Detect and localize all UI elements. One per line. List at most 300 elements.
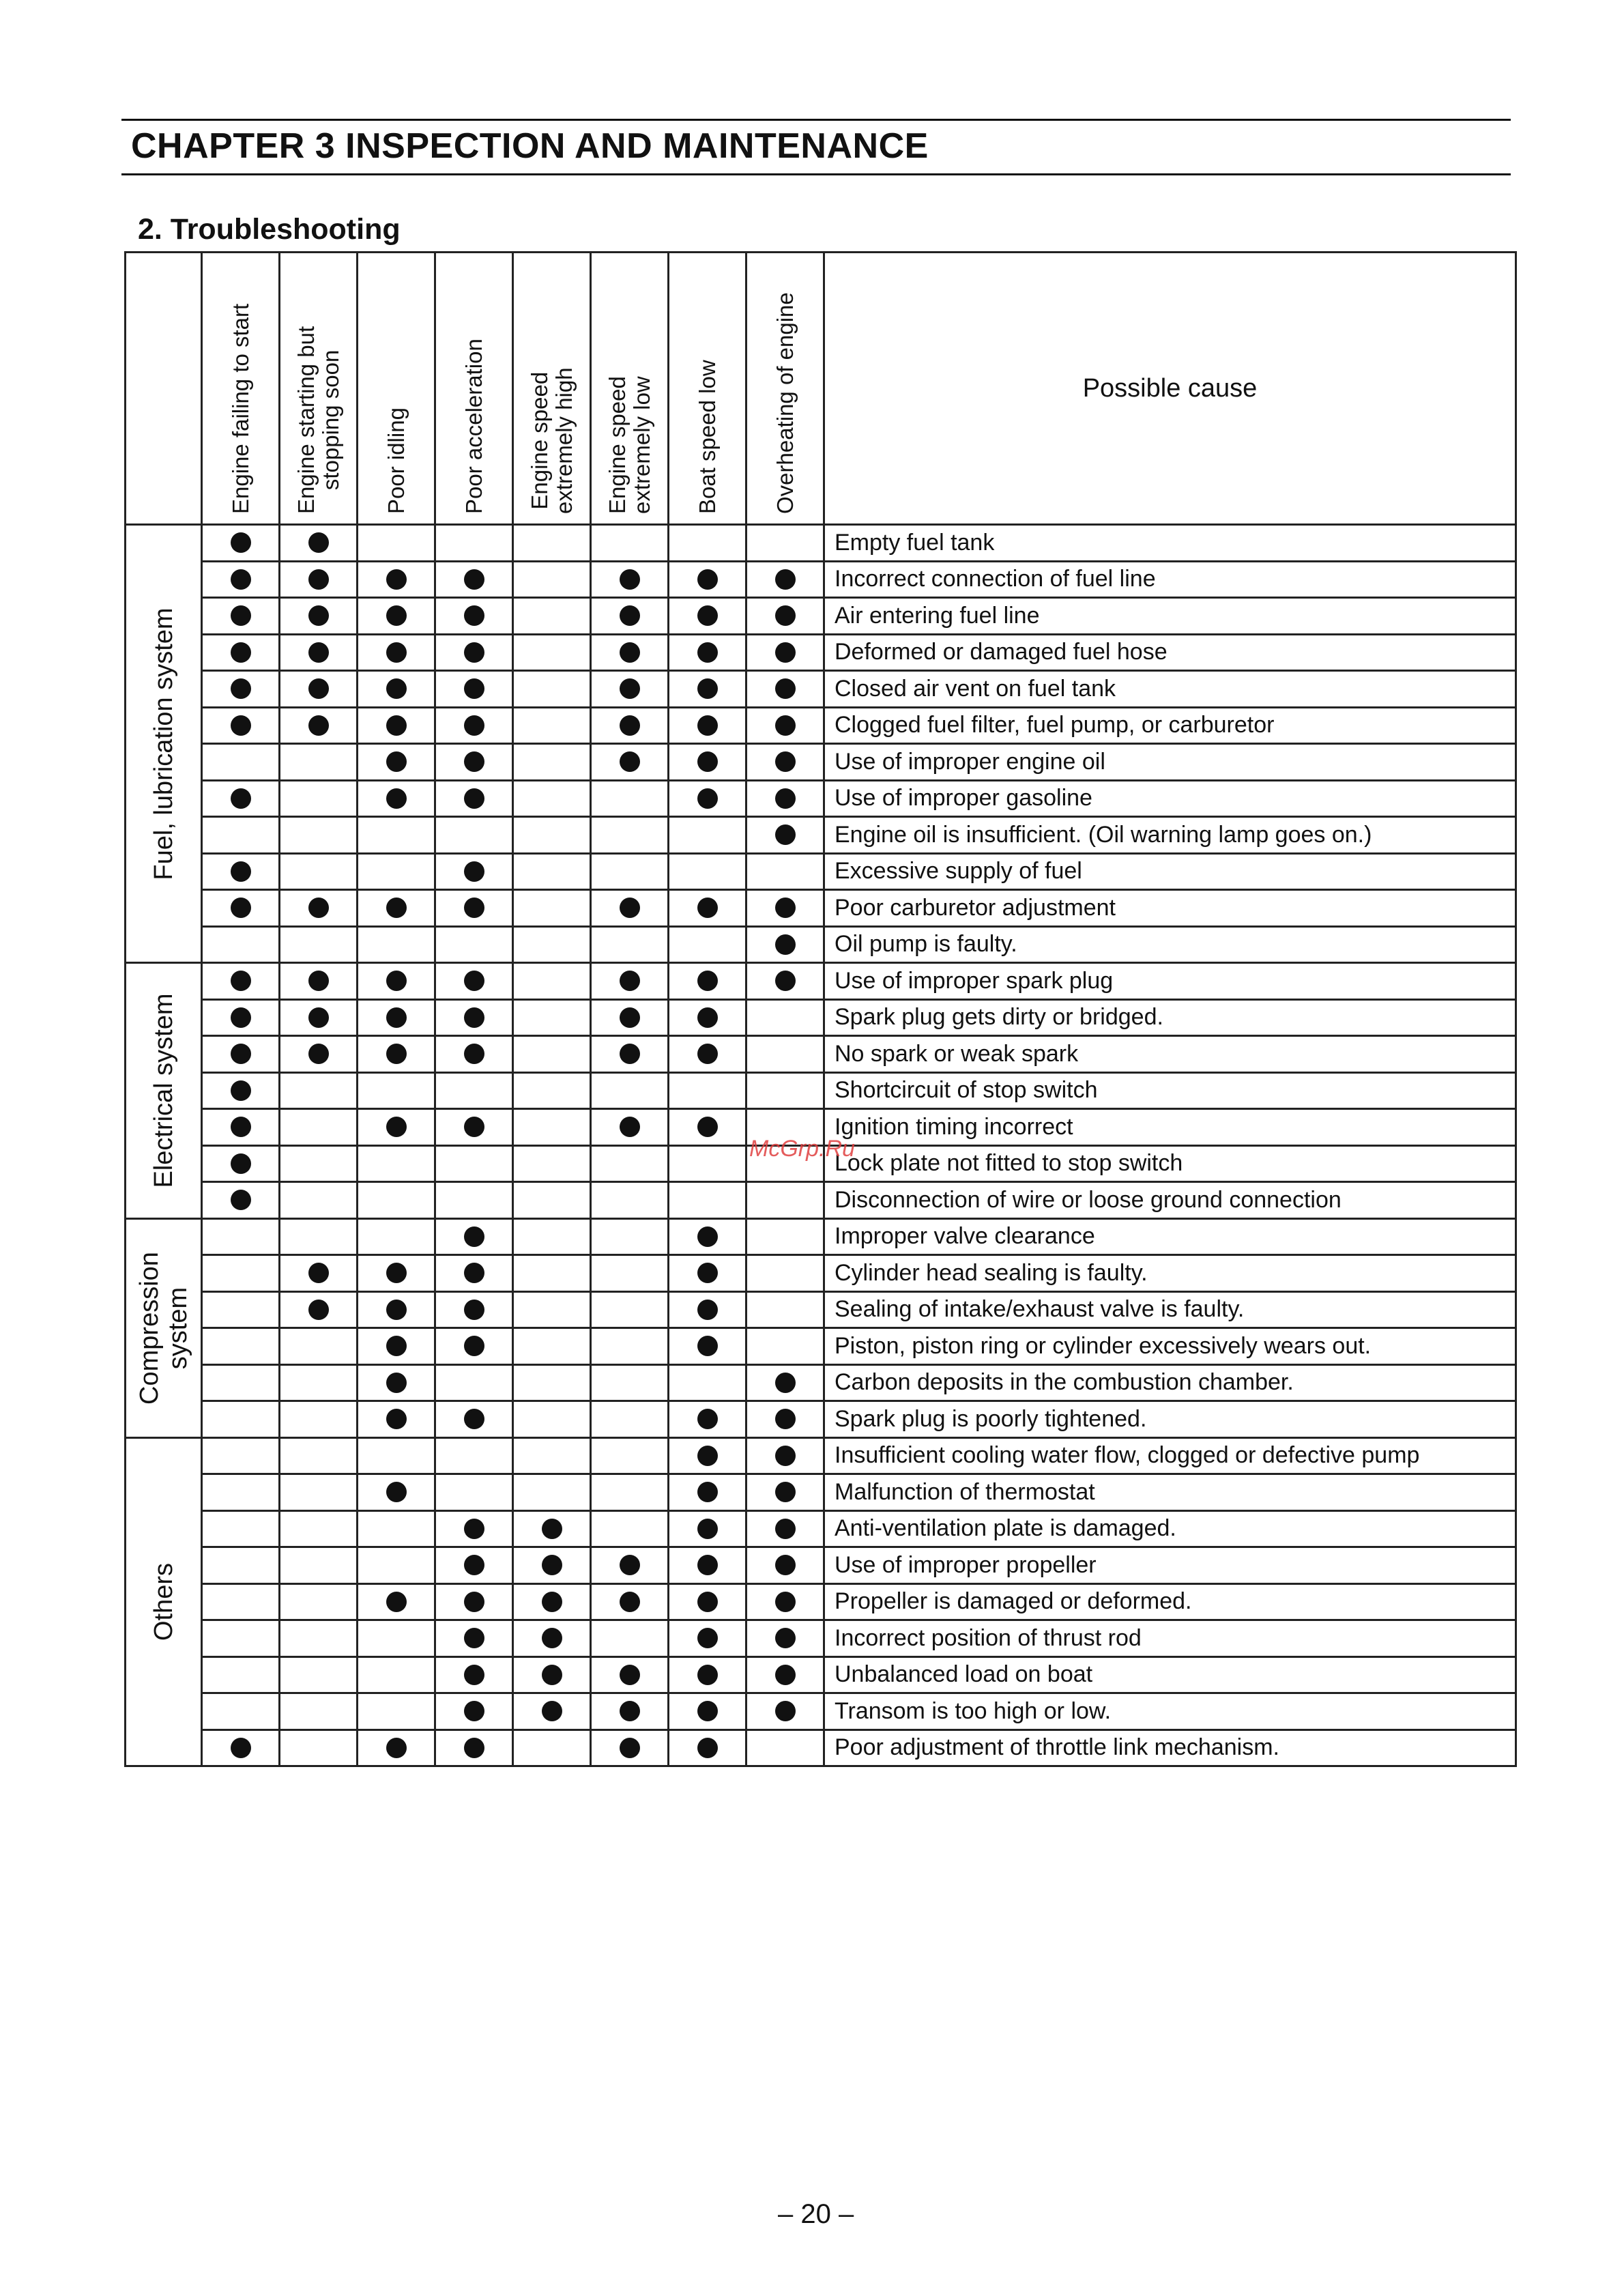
symptom-cell [746, 1437, 824, 1474]
bullet-dot-icon [775, 1482, 796, 1502]
symptom-cell [746, 890, 824, 927]
symptom-cell [746, 1620, 824, 1657]
bullet-dot-icon [386, 1482, 407, 1502]
symptom-cell [280, 1364, 358, 1401]
bullet-dot-icon [464, 898, 484, 918]
symptom-cell [202, 1255, 280, 1292]
symptom-cell [669, 1145, 746, 1182]
symptom-cell [513, 1510, 591, 1547]
symptom-cell [358, 707, 435, 744]
symptom-cell [513, 780, 591, 817]
bullet-dot-icon [775, 1555, 796, 1575]
bullet-dot-icon [231, 861, 251, 882]
bullet-dot-icon [775, 1519, 796, 1539]
symptom-cell [435, 1328, 513, 1365]
symptom-cell [358, 1401, 435, 1438]
bullet-dot-icon [386, 1738, 407, 1758]
bullet-dot-icon [231, 1190, 251, 1210]
bullet-dot-icon [697, 1482, 718, 1502]
bullet-dot-icon [775, 971, 796, 991]
symptom-cell [746, 1693, 824, 1730]
symptom-cell [435, 1036, 513, 1073]
symptom-cell [435, 1510, 513, 1547]
symptom-cell [513, 1072, 591, 1109]
bullet-dot-icon [775, 1409, 796, 1429]
system-group-cell [126, 1437, 202, 1766]
possible-cause-cell: Unbalanced load on boat [824, 1656, 1516, 1693]
symptom-cell [591, 999, 669, 1036]
symptom-cell [202, 1437, 280, 1474]
symptom-cell [358, 1547, 435, 1584]
symptom-label: Boat speed low [694, 360, 720, 514]
symptom-cell [280, 1510, 358, 1547]
symptom-cell [591, 1072, 669, 1109]
symptom-cell [591, 1036, 669, 1073]
symptom-cell [746, 853, 824, 890]
symptom-cell [746, 744, 824, 781]
bullet-dot-icon [697, 1701, 718, 1721]
symptom-cell [513, 1474, 591, 1511]
symptom-cell [746, 1510, 824, 1547]
symptom-cell [202, 1693, 280, 1730]
table-row [126, 1182, 1516, 1219]
symptom-cell [669, 525, 746, 562]
symptom-cell [513, 890, 591, 927]
symptom-cell [435, 1255, 513, 1292]
symptom-cell [358, 1255, 435, 1292]
symptom-cell [435, 1218, 513, 1255]
system-group-label: Fuel, lubrication system [149, 607, 178, 880]
symptom-cell [746, 780, 824, 817]
table-row [126, 1255, 1516, 1292]
symptom-cell [358, 1656, 435, 1693]
symptom-cell [669, 1255, 746, 1292]
bullet-dot-icon [697, 1555, 718, 1575]
symptom-cell [280, 634, 358, 671]
symptom-cell [435, 1693, 513, 1730]
bullet-dot-icon [464, 1409, 484, 1429]
symptom-cell [746, 1474, 824, 1511]
bullet-dot-icon [697, 1007, 718, 1028]
bullet-dot-icon [775, 678, 796, 699]
symptom-cell [669, 561, 746, 598]
symptom-cell [591, 1328, 669, 1365]
symptom-cell [358, 963, 435, 1000]
bullet-dot-icon [697, 678, 718, 699]
bullet-dot-icon [386, 1300, 407, 1320]
bullet-dot-icon [775, 1592, 796, 1612]
symptom-cell [513, 561, 591, 598]
symptom-cell [202, 1583, 280, 1620]
bullet-dot-icon [464, 971, 484, 991]
bullet-dot-icon [231, 605, 251, 626]
symptom-cell [280, 1620, 358, 1657]
symptom-cell [358, 525, 435, 562]
symptom-cell [513, 1437, 591, 1474]
symptom-cell [358, 1730, 435, 1766]
bullet-dot-icon [308, 898, 329, 918]
bullet-dot-icon [697, 569, 718, 590]
bullet-dot-icon [697, 1336, 718, 1356]
symptom-cell [280, 817, 358, 854]
symptom-cell [280, 744, 358, 781]
symptom-cell [513, 598, 591, 635]
symptom-cell [202, 1328, 280, 1365]
possible-cause-cell: Malfunction of thermostat [824, 1474, 1516, 1511]
table-row [126, 1474, 1516, 1511]
bullet-dot-icon [386, 1044, 407, 1064]
symptom-cell [358, 890, 435, 927]
symptom-label: Engine starting but stopping soon [293, 326, 343, 514]
symptom-cell [591, 1510, 669, 1547]
bullet-dot-icon [775, 1628, 796, 1648]
symptom-cell [358, 926, 435, 963]
symptom-cell [202, 707, 280, 744]
possible-cause-cell: Clogged fuel filter, fuel pump, or carburetor [824, 707, 1516, 744]
symptom-cell [746, 1364, 824, 1401]
symptom-cell [280, 1693, 358, 1730]
bullet-dot-icon [697, 788, 718, 809]
bullet-dot-icon [308, 1007, 329, 1028]
symptom-cell [591, 1620, 669, 1657]
symptom-cell [435, 1145, 513, 1182]
bullet-dot-icon [620, 1738, 640, 1758]
bullet-dot-icon [308, 605, 329, 626]
bullet-dot-icon [775, 605, 796, 626]
symptom-cell [591, 1730, 669, 1766]
bullet-dot-icon [464, 1263, 484, 1283]
header-row [126, 253, 1516, 525]
symptom-cell [746, 1291, 824, 1328]
bullet-dot-icon [386, 715, 407, 736]
symptom-cell [591, 1656, 669, 1693]
bullet-dot-icon [775, 1665, 796, 1685]
bullet-dot-icon [231, 1080, 251, 1101]
bullet-dot-icon [231, 788, 251, 809]
possible-cause-cell: Use of improper spark plug [824, 963, 1516, 1000]
bullet-dot-icon [386, 1336, 407, 1356]
symptom-cell [591, 1474, 669, 1511]
symptom-cell [591, 1437, 669, 1474]
bullet-dot-icon [386, 1263, 407, 1283]
table-row [126, 1547, 1516, 1584]
symptom-column-header [591, 253, 669, 525]
symptom-cell [202, 744, 280, 781]
symptom-cell [591, 926, 669, 963]
symptom-cell [280, 1474, 358, 1511]
possible-cause-cell: Sealing of intake/exhaust valve is faulty. [824, 1291, 1516, 1328]
table-row [126, 561, 1516, 598]
possible-cause-cell: Use of improper gasoline [824, 780, 1516, 817]
symptom-cell [746, 817, 824, 854]
table-row [126, 1291, 1516, 1328]
symptom-cell [435, 1730, 513, 1766]
possible-cause-cell: Transom is too high or low. [824, 1693, 1516, 1730]
possible-cause-cell: Engine oil is insufficient. (Oil warning lamp goes on.) [824, 817, 1516, 854]
bullet-dot-icon [620, 1665, 640, 1685]
symptom-cell [358, 598, 435, 635]
bullet-dot-icon [542, 1519, 562, 1539]
symptom-cell [358, 634, 435, 671]
symptom-cell [280, 963, 358, 1000]
system-group-cell [126, 525, 202, 963]
bullet-dot-icon [386, 1409, 407, 1429]
bullet-dot-icon [542, 1701, 562, 1721]
chapter-title: CHAPTER 3 INSPECTION AND MAINTENANCE [131, 126, 929, 166]
symptom-cell [435, 598, 513, 635]
symptom-cell [746, 1656, 824, 1693]
symptom-cell [202, 780, 280, 817]
symptom-cell [280, 1656, 358, 1693]
symptom-cell [202, 671, 280, 708]
bullet-dot-icon [775, 569, 796, 590]
symptom-cell [280, 780, 358, 817]
symptom-cell [513, 1109, 591, 1146]
bullet-dot-icon [464, 1665, 484, 1685]
symptom-cell [435, 561, 513, 598]
symptom-cell [513, 525, 591, 562]
symptom-cell [435, 1583, 513, 1620]
symptom-cell [280, 707, 358, 744]
bullet-dot-icon [308, 642, 329, 663]
symptom-cell [746, 671, 824, 708]
symptom-cell [746, 525, 824, 562]
symptom-cell [746, 634, 824, 671]
symptom-cell [202, 1036, 280, 1073]
symptom-cell [513, 1401, 591, 1438]
symptom-cell [746, 1218, 824, 1255]
symptom-cell [669, 1072, 746, 1109]
bullet-dot-icon [775, 824, 796, 845]
symptom-cell [669, 1109, 746, 1146]
bullet-dot-icon [308, 678, 329, 699]
symptom-cell [202, 634, 280, 671]
symptom-cell [280, 1255, 358, 1292]
bullet-dot-icon [386, 1007, 407, 1028]
bullet-dot-icon [697, 1044, 718, 1064]
table-row [126, 1510, 1516, 1547]
symptom-cell [435, 1364, 513, 1401]
symptom-cell [746, 1583, 824, 1620]
bullet-dot-icon [620, 1555, 640, 1575]
symptom-cell [513, 744, 591, 781]
bullet-dot-icon [697, 971, 718, 991]
symptom-cell [280, 1218, 358, 1255]
bullet-dot-icon [620, 1007, 640, 1028]
symptom-cell [280, 999, 358, 1036]
symptom-cell [435, 1474, 513, 1511]
symptom-cell [513, 1036, 591, 1073]
symptom-cell [746, 999, 824, 1036]
symptom-cell [513, 1255, 591, 1292]
symptom-cell [746, 963, 824, 1000]
symptom-cell [746, 1401, 824, 1438]
possible-cause-cell: Cylinder head sealing is faulty. [824, 1255, 1516, 1292]
bullet-dot-icon [386, 971, 407, 991]
system-group-label: Others [149, 1562, 178, 1641]
section-title: 2. Troubleshooting [138, 213, 401, 246]
symptom-cell [513, 1182, 591, 1219]
possible-cause-cell: Shortcircuit of stop switch [824, 1072, 1516, 1109]
symptom-cell [669, 598, 746, 635]
table-row [126, 1036, 1516, 1073]
bullet-dot-icon [231, 1153, 251, 1174]
symptom-cell [513, 1291, 591, 1328]
symptom-cell [513, 999, 591, 1036]
symptom-column-header [202, 253, 280, 525]
bullet-dot-icon [620, 1117, 640, 1137]
bullet-dot-icon [464, 1117, 484, 1137]
symptom-cell [513, 817, 591, 854]
symptom-cell [669, 999, 746, 1036]
symptom-cell [591, 1364, 669, 1401]
symptom-cell [435, 1109, 513, 1146]
table-row [126, 1328, 1516, 1365]
bullet-dot-icon [464, 569, 484, 590]
bullet-dot-icon [386, 1373, 407, 1393]
symptom-cell [746, 1328, 824, 1365]
bullet-dot-icon [697, 1226, 718, 1247]
symptom-label: Poor acceleration [461, 339, 487, 514]
possible-cause-cell: No spark or weak spark [824, 1036, 1516, 1073]
bullet-dot-icon [697, 605, 718, 626]
symptom-cell [669, 1182, 746, 1219]
bullet-dot-icon [464, 1336, 484, 1356]
bullet-dot-icon [464, 788, 484, 809]
table-row [126, 1437, 1516, 1474]
symptom-cell [280, 598, 358, 635]
table-row [126, 963, 1516, 1000]
symptom-cell [435, 1401, 513, 1438]
symptom-label: Engine failing to start [227, 303, 253, 514]
bullet-dot-icon [620, 971, 640, 991]
symptom-cell [280, 1328, 358, 1365]
symptom-cell [746, 1036, 824, 1073]
table-row [126, 1620, 1516, 1657]
table-row [126, 634, 1516, 671]
symptom-cell [591, 1547, 669, 1584]
symptom-cell [435, 1182, 513, 1219]
symptom-cell [202, 1656, 280, 1693]
symptom-cell [669, 707, 746, 744]
troubleshooting-table [124, 251, 1517, 1767]
symptom-cell [591, 598, 669, 635]
table-row [126, 1730, 1516, 1766]
symptom-cell [513, 1583, 591, 1620]
symptom-cell [202, 963, 280, 1000]
bullet-dot-icon [308, 1300, 329, 1320]
possible-cause-cell: Carbon deposits in the combustion chamber. [824, 1364, 1516, 1401]
bullet-dot-icon [620, 1701, 640, 1721]
bullet-dot-icon [620, 678, 640, 699]
bullet-dot-icon [542, 1665, 562, 1685]
symptom-column-header [435, 253, 513, 525]
symptom-cell [669, 1583, 746, 1620]
table-row [126, 999, 1516, 1036]
possible-cause-cell: Empty fuel tank [824, 525, 1516, 562]
symptom-cell [669, 890, 746, 927]
symptom-cell [358, 671, 435, 708]
symptom-cell [513, 1620, 591, 1657]
bullet-dot-icon [464, 1300, 484, 1320]
symptom-cell [513, 1547, 591, 1584]
symptom-cell [513, 1145, 591, 1182]
symptom-cell [513, 963, 591, 1000]
symptom-cell [746, 561, 824, 598]
symptom-cell [746, 1255, 824, 1292]
system-group-label: Compression system [134, 1251, 192, 1405]
symptom-cell [435, 1620, 513, 1657]
bullet-dot-icon [620, 1044, 640, 1064]
bullet-dot-icon [542, 1555, 562, 1575]
bullet-dot-icon [697, 715, 718, 736]
bullet-dot-icon [620, 751, 640, 772]
symptom-column-header [280, 253, 358, 525]
possible-cause-cell: Closed air vent on fuel tank [824, 671, 1516, 708]
symptom-cell [202, 1474, 280, 1511]
symptom-column-header [513, 253, 591, 525]
symptom-cell [435, 1291, 513, 1328]
symptom-cell [358, 1474, 435, 1511]
symptom-cell [202, 1291, 280, 1328]
bullet-dot-icon [386, 1117, 407, 1137]
symptom-cell [669, 963, 746, 1000]
possible-cause-cell: Ignition timing incorrect [824, 1109, 1516, 1146]
bullet-dot-icon [697, 751, 718, 772]
symptom-cell [358, 817, 435, 854]
bullet-dot-icon [386, 605, 407, 626]
symptom-cell [513, 926, 591, 963]
symptom-column-header [358, 253, 435, 525]
symptom-cell [358, 1583, 435, 1620]
symptom-cell [202, 561, 280, 598]
bullet-dot-icon [542, 1628, 562, 1648]
symptom-cell [202, 1364, 280, 1401]
corner-cell [126, 253, 202, 525]
bullet-dot-icon [775, 934, 796, 955]
bullet-dot-icon [464, 642, 484, 663]
symptom-cell [280, 926, 358, 963]
symptom-cell [435, 1437, 513, 1474]
bullet-dot-icon [231, 1738, 251, 1758]
symptom-cell [669, 1693, 746, 1730]
bullet-dot-icon [464, 751, 484, 772]
bullet-dot-icon [697, 1409, 718, 1429]
bullet-dot-icon [620, 569, 640, 590]
symptom-cell [513, 1730, 591, 1766]
symptom-cell [591, 1255, 669, 1292]
symptom-cell [513, 1364, 591, 1401]
symptom-cell [435, 634, 513, 671]
table-row [126, 1656, 1516, 1693]
symptom-cell [435, 525, 513, 562]
bullet-dot-icon [697, 1446, 718, 1466]
bullet-dot-icon [308, 1044, 329, 1064]
symptom-cell [202, 1547, 280, 1584]
symptom-cell [358, 1182, 435, 1219]
symptom-cell [358, 780, 435, 817]
symptom-cell [591, 780, 669, 817]
symptom-cell [669, 1437, 746, 1474]
symptom-cell [746, 926, 824, 963]
bullet-dot-icon [464, 1519, 484, 1539]
symptom-cell [591, 1291, 669, 1328]
possible-cause-header: Possible cause [824, 253, 1516, 525]
bullet-dot-icon [697, 898, 718, 918]
symptom-cell [669, 744, 746, 781]
symptom-cell [669, 853, 746, 890]
bullet-dot-icon [231, 1117, 251, 1137]
